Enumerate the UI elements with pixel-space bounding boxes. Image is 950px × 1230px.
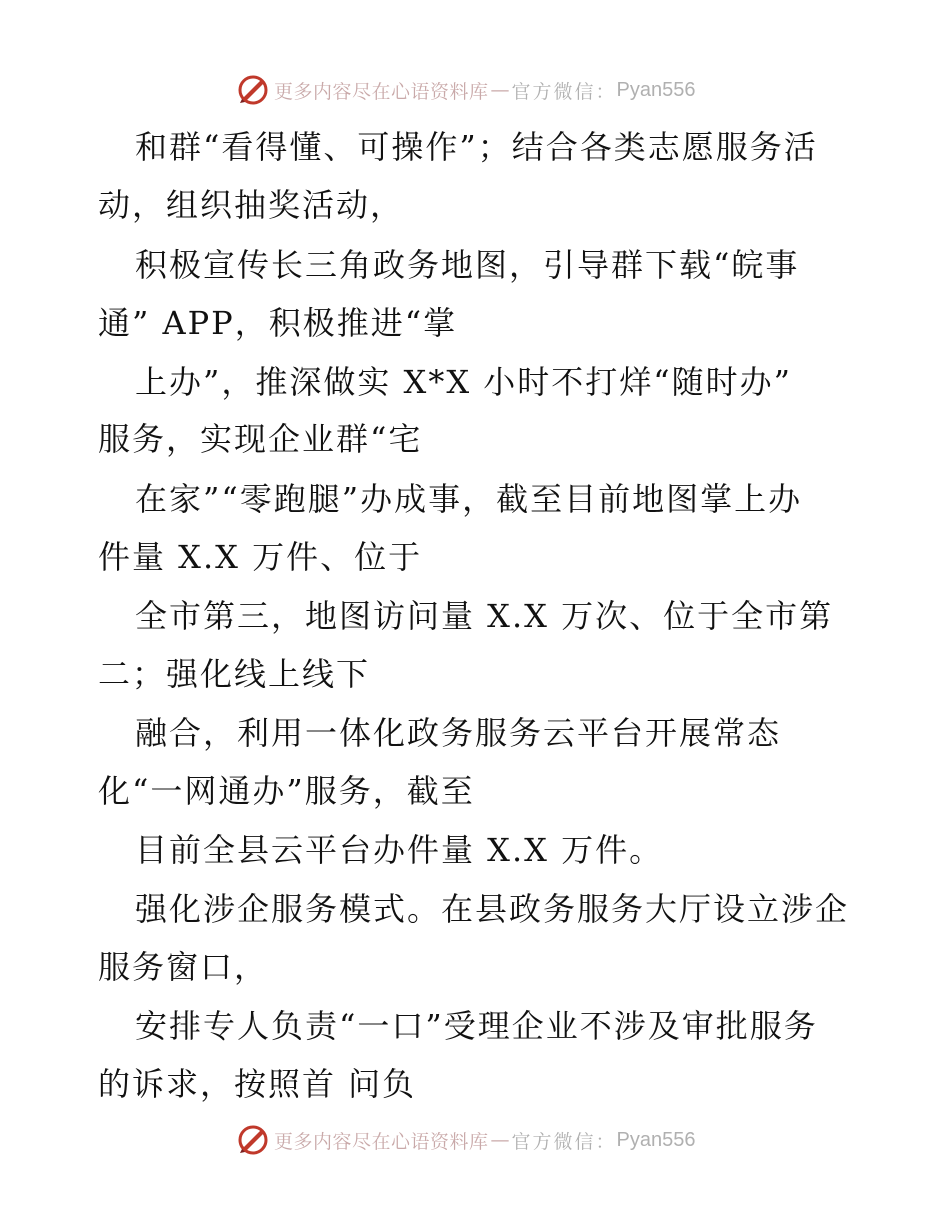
text-line: 强化涉企服务模式。在县政务服务大厅设立涉企 [135,890,850,928]
text-line: 二；强化线上线下 [98,655,371,693]
text-line: 通” APP，积极推进“掌 [98,304,458,342]
text-line: 全市第三，地图访问量 X.X 万次、位于全市第 [135,597,834,635]
text-line: 和群“看得懂、可操作”；结合各类志愿服务活 [135,128,818,166]
text-line: 上办”，推深做实 X*X 小时不打烊“随时办” [135,363,792,401]
watermark-account: Pyan556 [616,1128,696,1151]
watermark-brand: 更多内容尽在心语资料库 [274,1130,489,1153]
pen-logo-icon [236,1123,270,1157]
text-line: 服务，实现企业群“宅 [98,420,423,458]
text-line: 融合，利用一体化政务服务云平台开展常态 [135,714,782,752]
pen-logo-icon [236,73,270,107]
footer-watermark [236,1122,696,1158]
watermark-dash: — [490,1129,510,1151]
text-line: 动，组织抽奖活动， [98,186,405,224]
text-line: 积极宣传长三角政务地图，引导群下载“皖事 [135,246,800,284]
watermark-dash: — [490,79,510,101]
header-watermark [236,72,696,108]
text-line: 在家”“零跑腿”办成事，截至目前地图掌上办 [135,480,803,518]
text-line: 的诉求，按照首 问负 [98,1065,417,1103]
text-line: 安排专人负责“一口”受理企业不涉及审批服务 [135,1007,818,1045]
watermark-label: 官方微信： [511,1130,617,1153]
watermark-account: Pyan556 [616,78,696,101]
text-line: 目前全县云平台办件量 X.X 万件。 [135,831,664,869]
text-line: 化“一网通办”服务，截至 [98,772,475,810]
watermark-brand: 更多内容尽在心语资料库 [274,80,489,103]
watermark-label: 官方微信： [511,80,617,103]
text-line: 件量 X.X 万件、位于 [98,538,423,576]
text-line: 服务窗口， [98,948,269,986]
